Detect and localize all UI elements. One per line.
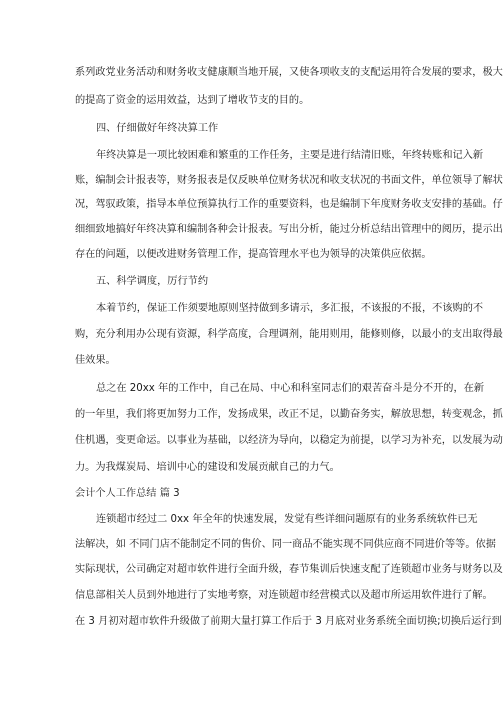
paragraph-line: 本着节约，保证工作须要地原则坚持做到多请示，多汇报，不该报的不报，不该购的不 [96, 303, 484, 314]
paragraph-line: 法解决，如 不同门店不能制定不同的售价、同一商品不能实现不同供应商不同进价等等。依据 [75, 539, 496, 550]
paragraph-line: 系列政党业务活动和财务收支健康顺当地开展，又使各项收支的支配运用符合发展的要求，极大 [75, 67, 503, 78]
paragraph-line: 的提高了资金的运用效益，达到了增收节支的目的。 [75, 95, 310, 106]
paragraph-line: 存在的问题，以便改进财务管理工作，提高管理水平也为领导的决策供应依据。 [75, 249, 432, 260]
section-heading: 五、科学调度，厉行节约 [96, 276, 209, 287]
section-title: 会计个人工作总结 篇 3 [75, 488, 180, 499]
paragraph-line: 在 3 月初对超市软件升级做了前期大量打算工作后于 3 月底对业务系统全面切换;切换后运行到 [75, 616, 502, 627]
paragraph-line: 况，驾驭政策，指导本单位预算执行工作的重要资料，也是编制下年度财务收支安排的基础。仔 [75, 199, 503, 210]
paragraph-line: 细细致地搞好年终决算和编制各种会计报表。写出分析，能过分析总结出管理中的阅历，提示出 [75, 224, 503, 235]
section-heading: 四、仔细做好年终决算工作 [96, 123, 219, 134]
paragraph-line: 购，充分利用办公现有资源，科学高度，合理调剂，能用则用，能修则修，以最小的支出取得最 [75, 329, 503, 340]
paragraph-line: 年终决算是一项比较困难和繁重的工作任务，主要是进行结清旧账，年终转账和记入新 [96, 150, 484, 161]
paragraph-line: 实际现状，公司确定对超市软件进行全面升级，春节集训后快速支配了连锁超市业务与财务以及 [75, 564, 503, 575]
paragraph-line: 连锁超市经过二 0xx 年全年的快速发展，发觉有些详细问题原有的业务系统软件已无 [96, 514, 478, 525]
paragraph-line: 总之在 20xx 年的工作中，自己在局、中心和科室同志们的艰苦奋斗是分不开的，在新 [96, 383, 485, 394]
paragraph-line: 力。为我煤炭局、培训中心的建设和发展贡献自己的力气。 [75, 462, 340, 473]
paragraph-line: 信息部相关人员到外地进行了实地考察，对连锁超市经营模式以及超市所运用软件进行了解。 [75, 590, 493, 601]
paragraph-line: 账，编制会计报表等，财务报表是仅反映单位财务状况和收支状况的书面文件，单位领导了解状 [75, 175, 503, 186]
paragraph-line: 佳效果。 [75, 355, 116, 366]
paragraph-line: 的一年里，我们将更加努力工作，发扬成果，改正不足，以勤奋务实，解放思想，转变观念，抓 [75, 409, 503, 420]
paragraph-line: 住机遇，变更命运。以事业为基础，以经济为导向，以稳定为前提，以学习为补充，以发展为动 [75, 435, 503, 446]
